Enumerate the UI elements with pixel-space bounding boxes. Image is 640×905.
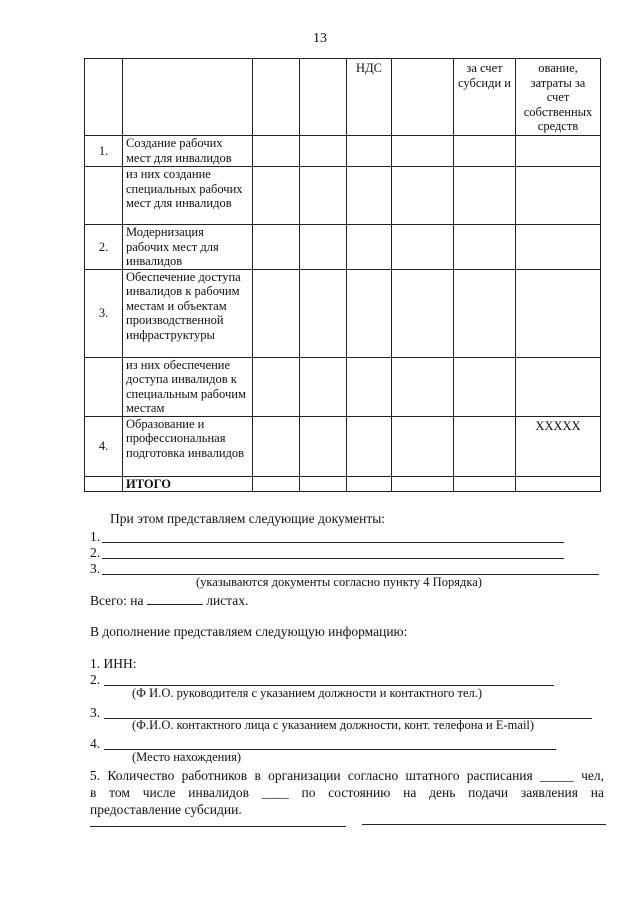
info-item-4-note: (Место нахождения) [132,750,241,764]
header-cell [253,59,300,136]
row-number [85,357,123,416]
expense-table [84,58,601,492]
info-item-2-number: 2. [90,672,101,687]
document-item-line [102,542,564,543]
row-number: 1. [85,136,123,167]
header-cell-own-funds: ование, затраты за счет собственных средств [516,59,601,136]
row-extra: XXXXX [516,416,601,476]
table-header-row [85,59,601,136]
documents-note: (указываются документы согласно пункту 4 Порядка) [196,575,482,589]
document-item-number: 3. [90,561,101,576]
employee-count-line-1: 5. Количество работников в организации согласно штатного расписания _____ чел, [90,768,604,783]
signature-name-line [362,824,606,825]
header-cell [300,59,347,136]
row-label: Образование и профессиональная подготовка инвалидов [123,416,253,476]
employee-count-line-2: в том числе инвалидов ____ по состоянию на день подачи заявления на [90,785,604,800]
info-intro: В дополнение представляем следующую информацию: [90,624,408,639]
employee-count-paragraph [90,767,604,818]
row-label: Обеспечение доступа инвалидов к рабочим местам и объектам производственной инфраструктуры [123,269,253,357]
row-number: 3. [85,269,123,357]
row-extra [516,225,601,270]
signature-line [90,826,346,827]
total-sheets [90,592,248,609]
table-row [85,167,601,225]
document-item-line [102,558,564,559]
header-cell [392,59,454,136]
row-extra [516,269,601,357]
row-extra [516,357,601,416]
header-cell-subsidy: за счет субсиди и [454,59,516,136]
table-row [85,416,601,476]
documents-intro: При этом представляем следующие документы: [110,511,386,526]
header-cell [85,59,123,136]
total-sheets-suffix: листах. [206,593,249,608]
info-item-2-note: (Ф И.О. руководителя с указанием должности и контактного тел.) [132,686,483,700]
row-extra [516,136,601,167]
document-item-number: 1. [90,529,101,544]
table-row [85,357,601,416]
total-sheets-blank [147,592,203,605]
info-item-3-note: (Ф.И.О. контактного лица с указанием должности, конт. телефона и E-mail) [132,718,535,732]
row-number [85,476,123,492]
document-item-number: 2. [90,545,101,560]
row-label: из них обеспечение доступа инвалидов к специальным рабочим местам [123,357,253,416]
row-label: Создание рабочих мест для инвалидов [123,136,253,167]
table-row-total [85,476,601,492]
table-row [85,269,601,357]
page-number: 13 [313,31,327,46]
header-cell [123,59,253,136]
total-sheets-prefix: Всего: на [90,593,144,608]
info-item-3-number: 3. [90,705,101,720]
row-extra [516,476,601,492]
table-row [85,225,601,270]
row-label: Модернизация рабочих мест для инвалидов [123,225,253,270]
row-number [85,167,123,225]
row-label-total: ИТОГО [123,476,253,492]
inn-label: 1. ИНН: [90,656,137,671]
info-item-4-number: 4. [90,736,101,751]
row-label: из них создание специальных рабочих мест для инвалидов [123,167,253,225]
row-number: 2. [85,225,123,270]
employee-count-line-3: предоставление субсидии. [90,802,242,817]
row-number: 4. [85,416,123,476]
table-row [85,136,601,167]
header-cell-vat: НДС [347,59,392,136]
row-extra [516,167,601,225]
